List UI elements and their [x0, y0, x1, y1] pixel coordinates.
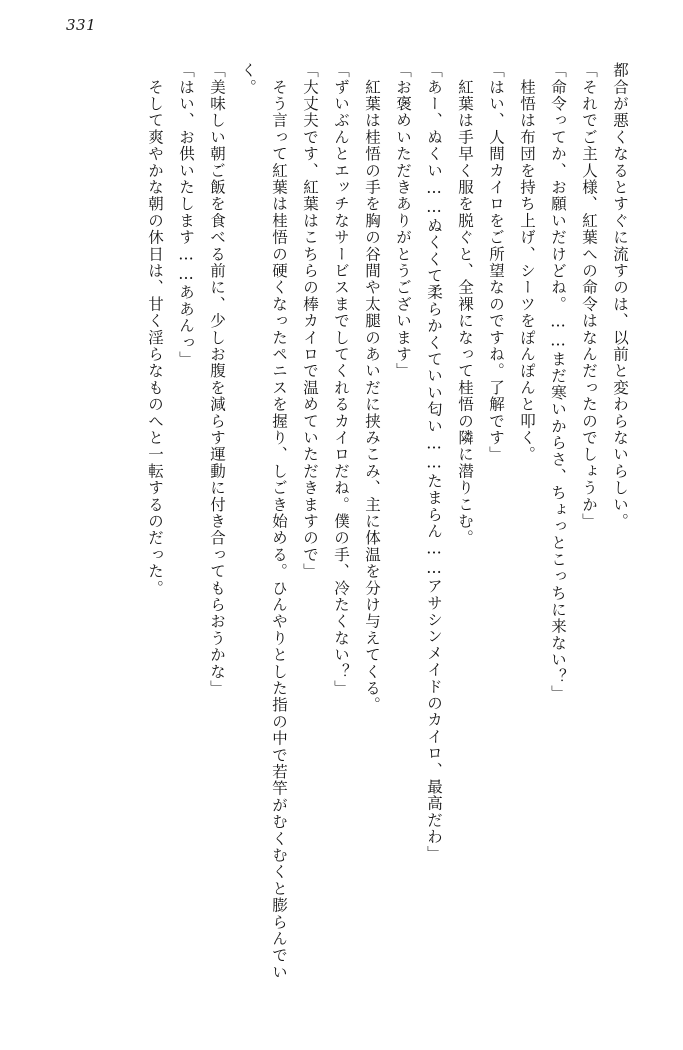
paragraph: そして爽やかな朝の休日は、甘く淫らなものへと一転するのだった。	[146, 62, 164, 597]
paragraph: 「それでご主人様、紅葉への命令はなんだったのでしょうか」	[580, 62, 598, 530]
paragraph: 桂悟は布団を持ち上げ、シーツをぽんぽんと叩く。	[518, 62, 536, 463]
paragraph: 「命令ってか、お願いだけどね。……まだ寒いからさ、ちょっとこっちに来ない？」	[549, 62, 567, 702]
paragraph: 「大丈夫です、紅葉はこちらの棒カイロで温めていただきますので」	[301, 62, 319, 580]
paragraph: 紅葉は手早く服を脱ぐと、全裸になって桂悟の隣に潜りこむ。	[456, 62, 474, 547]
paragraph: 「お褒めいただきありがとうございます」	[394, 62, 412, 380]
paragraph: 都合が悪くなるとすぐに流すのは、以前と変わらないらしい。	[611, 62, 629, 530]
paragraph: 「はい、お供いたします……ああんっ」	[177, 62, 195, 368]
paragraph: 「あー、ぬくい……ぬくくて柔らかくていい匂い……たまらん……アサシンメイドのカイロ、最高だわ」	[425, 62, 443, 862]
paragraph: 紅葉は桂悟の手を胸の谷間や太腿のあいだに挟みこみ、主に体温を分け与えてくる。	[363, 62, 381, 714]
vertical-body-text	[40, 62, 635, 1008]
paragraph: 「ずいぶんとエッチなサービスまでしてくれるカイロだね。僕の手、冷たくない？」	[332, 62, 350, 697]
paragraph: 「はい、人間カイロをご所望なのですね。了解です」	[487, 62, 505, 463]
paragraph: 「美味しい朝ご飯を食べる前に、少しお腹を減らす運動に付き合ってもらおうかな」	[208, 62, 226, 697]
paragraph: そう言って紅葉は桂悟の硬くなったペニスを握り、しごき始める。ひんやりとした指の中で若竿がむくむくと膨らんでいく。	[239, 62, 288, 981]
page-number: 331	[66, 16, 97, 34]
